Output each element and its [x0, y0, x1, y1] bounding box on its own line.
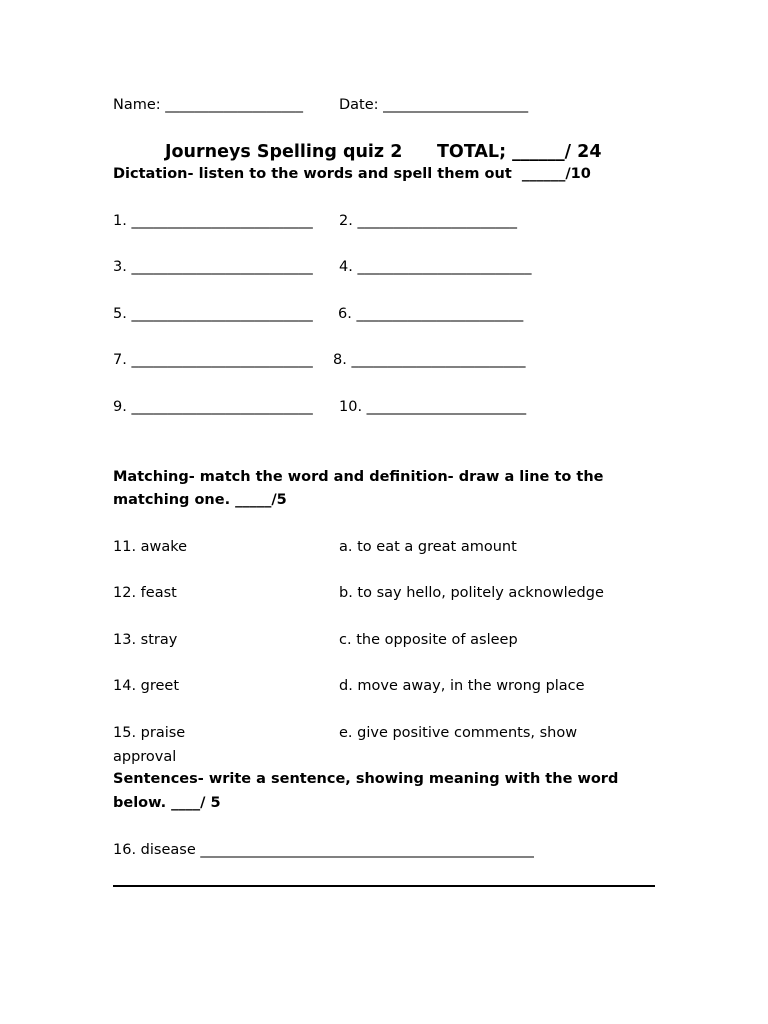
matching-definition-e-wrap: approval — [113, 749, 177, 765]
dictation-heading: Dictation- listen to the words and spell them out ______/10 — [113, 166, 591, 182]
sentences-heading-line2: below. ____/ 5 — [113, 795, 221, 811]
dictation-item-5: 5. _________________________ — [113, 306, 313, 322]
matching-definition-a: a. to eat a great amount — [339, 539, 517, 555]
dictation-item-8: 8. ________________________ — [333, 352, 526, 368]
quiz-title: Journeys Spelling quiz 2 — [165, 142, 403, 162]
sentence-item-16: 16. disease ______________________________________________ — [113, 842, 534, 858]
matching-definition-e: e. give positive comments, show — [339, 725, 578, 741]
matching-word-13: 13. stray — [113, 632, 178, 648]
matching-word-12: 12. feast — [113, 585, 177, 601]
answer-line — [113, 885, 655, 887]
matching-definition-d: d. move away, in the wrong place — [339, 678, 585, 694]
dictation-item-7: 7. _________________________ — [113, 352, 313, 368]
sentences-heading-line1: Sentences- write a sentence, showing meaning with the word — [113, 771, 619, 787]
name-field-label: Name: ___________________ — [113, 97, 304, 113]
matching-definition-c: c. the opposite of asleep — [339, 632, 518, 648]
matching-definition-b: b. to say hello, politely acknowledge — [339, 585, 604, 601]
dictation-item-10: 10. ______________________ — [339, 399, 527, 415]
dictation-item-1: 1. _________________________ — [113, 213, 313, 229]
dictation-item-2: 2. ______________________ — [339, 213, 517, 229]
dictation-item-6: 6. _______________________ — [338, 306, 524, 322]
dictation-item-3: 3. _________________________ — [113, 259, 313, 275]
matching-heading-line1: Matching- match the word and definition- draw a line to the — [113, 469, 604, 485]
matching-heading-line2: matching one. _____/5 — [113, 492, 287, 508]
date-field-label: Date: ____________________ — [339, 97, 529, 113]
dictation-item-9: 9. _________________________ — [113, 399, 313, 415]
matching-word-15: 15. praise — [113, 725, 186, 741]
dictation-item-4: 4. ________________________ — [339, 259, 532, 275]
matching-word-14: 14. greet — [113, 678, 180, 694]
quiz-total: TOTAL; ______/ 24 — [437, 142, 602, 162]
matching-word-11: 11. awake — [113, 539, 188, 555]
